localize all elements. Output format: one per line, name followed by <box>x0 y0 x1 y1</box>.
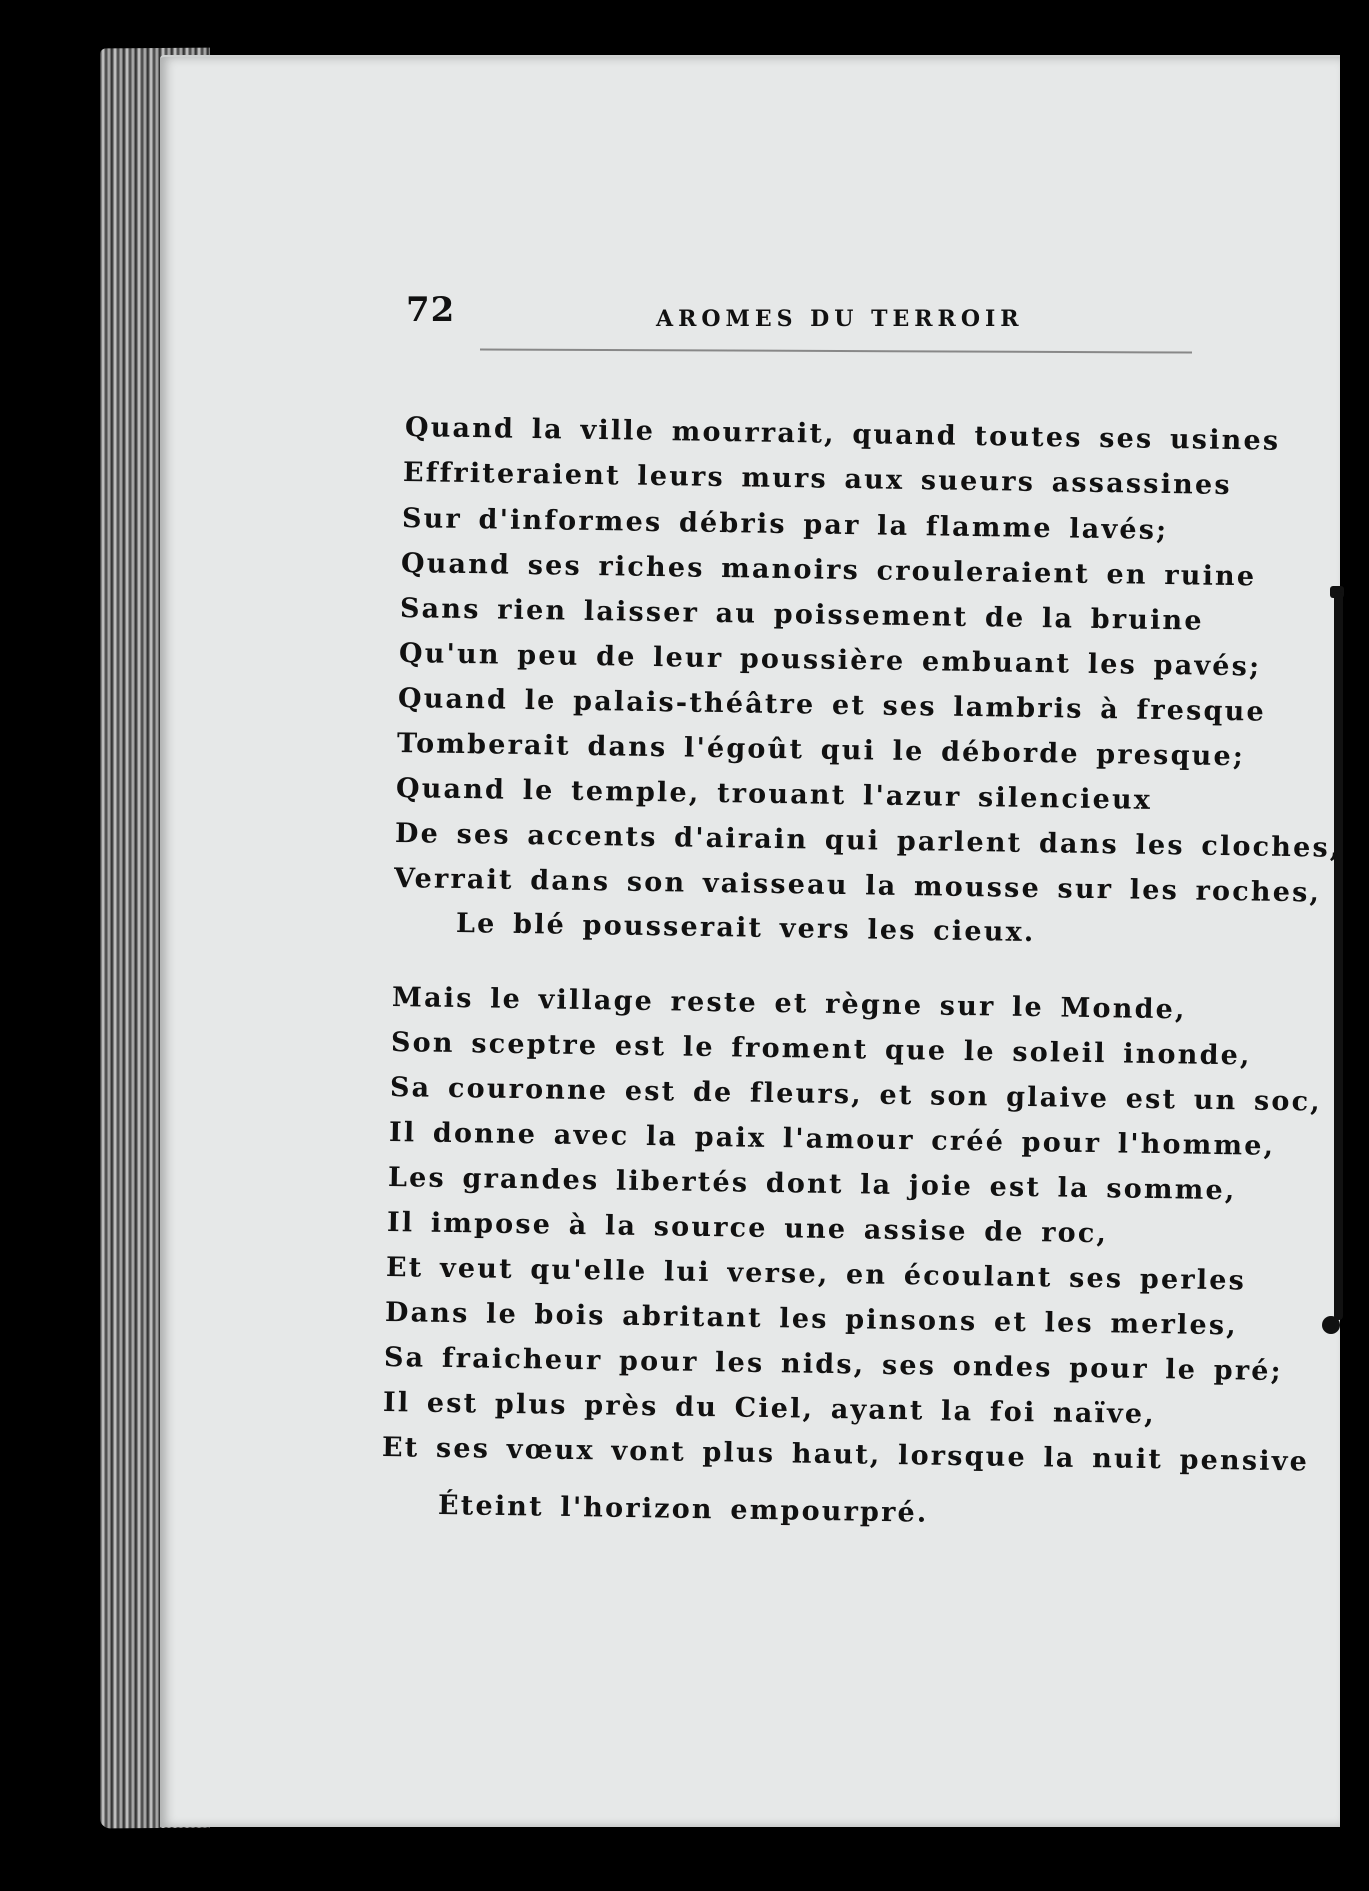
poem-line: Il donne avec la paix l'amour créé pour l'homme, <box>388 1117 1276 1162</box>
poem-line: Sans rien laisser au poissement de la bruine <box>399 593 1204 637</box>
poem-line: Et veut qu'elle lui verse, en écoulant ses perles <box>385 1252 1247 1297</box>
page-number: 72 <box>406 290 456 330</box>
poem-line-indented: Éteint l'horizon empourpré. <box>437 1490 929 1529</box>
poem-line: Quand le palais-théâtre et ses lambris à fresque <box>397 683 1267 728</box>
poem-line: De ses accents d'airain qui parlent dans les cloches, <box>394 818 1342 864</box>
running-head: AROMES DU TERROIR <box>656 306 1024 332</box>
poem-line: Quand le temple, trouant l'azur silencieux <box>395 773 1153 816</box>
poem-line: Quand ses riches manoirs crouleraient en ruine <box>400 548 1257 593</box>
poem-line: Sur d'informes débris par la flamme lavés; <box>401 503 1169 547</box>
poem-line: Effriteraient leurs murs aux sueurs assassines <box>402 457 1233 502</box>
poem-line: Sa couronne est de fleurs, et son glaive est un soc, <box>389 1072 1323 1118</box>
poem-line: Qu'un peu de leur poussière embuant les pavés; <box>398 638 1262 683</box>
poem-line: Il est plus près du Ciel, ayant la foi naïve, <box>382 1387 1157 1431</box>
poem-line: Les grandes libertés dont la joie est la somme, <box>387 1162 1237 1207</box>
poem-line: Verrait dans son vaisseau la mousse sur les roches, <box>393 863 1322 909</box>
poem-line: Dans le bois abritant les pinsons et les merles, <box>384 1297 1239 1342</box>
poem-line: Il impose à la source une assise de roc, <box>386 1207 1109 1250</box>
poem-line: Sa fraicheur pour les nids, ses ondes pour le pré; <box>383 1342 1284 1388</box>
poem-line: Quand la ville mourrait, quand toutes ses usines <box>404 412 1281 457</box>
poem-line: Son sceptre est le froment que le soleil inonde, <box>390 1027 1252 1072</box>
poem-line: Mais le village reste et règne sur le Monde, <box>391 982 1187 1026</box>
poem-line: Et ses vœux vont plus haut, lorsque la nuit pensive <box>381 1432 1310 1478</box>
poem-line: Tomberait dans l'égoût qui le déborde presque; <box>396 728 1246 773</box>
poem-line-indented: Le blé pousserait vers les cieux. <box>455 908 1036 949</box>
